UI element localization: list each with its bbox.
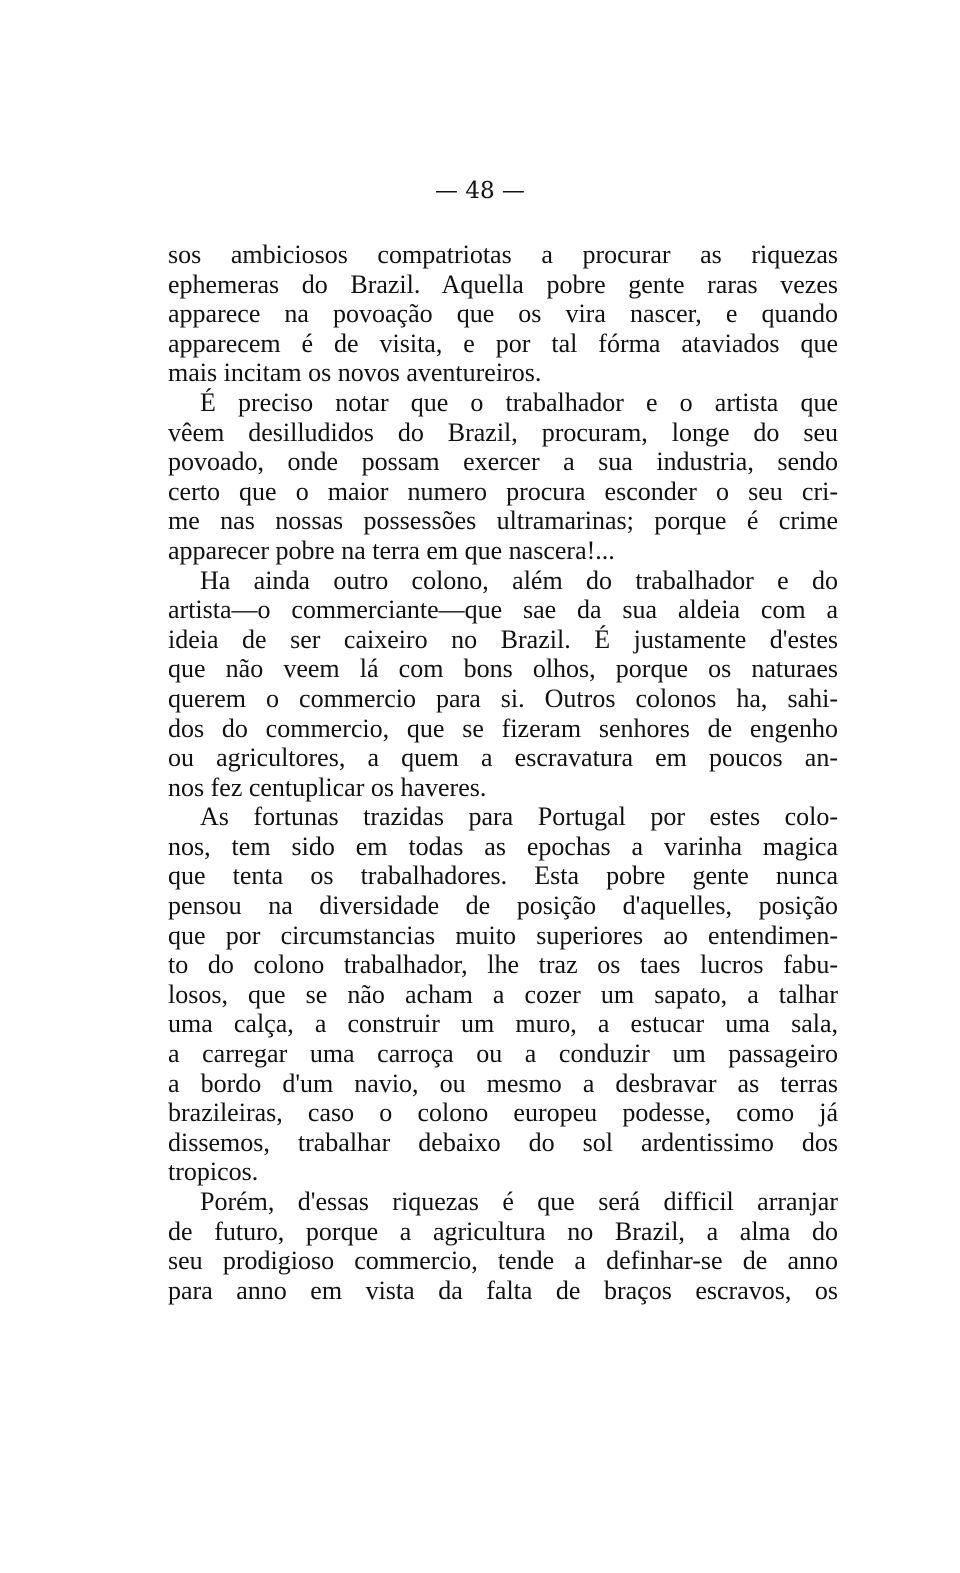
- text-line: que por circumstancias muito superiores ao entendimen-: [168, 920, 838, 950]
- text-line: que tenta os trabalhadores. Esta pobre gente nunca: [168, 861, 838, 891]
- text-line: Ha ainda outro colono, além do trabalhador e do: [200, 565, 838, 595]
- text-line: Porém, d'essas riquezas é que será difficil arranjar: [200, 1187, 838, 1216]
- text-line: mais incitam os novos aventureiros.: [168, 358, 542, 388]
- text-line: para anno em vista da falta de braços escravos, os: [168, 1275, 838, 1305]
- text-line: querem o commercio para si. Outros colonos ha, sahi-: [168, 683, 838, 713]
- text-line: dos do commercio, que se fizeram senhores de engenho: [168, 713, 838, 743]
- paragraph: [168, 1187, 838, 1305]
- text-line: que não veem lá com bons olhos, porque os naturaes: [168, 654, 838, 684]
- text-line: ideia de ser caixeiro no Brazil. É justamente d'estes: [168, 624, 838, 654]
- paragraph: [168, 802, 838, 1187]
- text-line: vêem desilludidos do Brazil, procuram, longe do seu: [168, 417, 838, 447]
- text-line: tropicos.: [168, 1157, 259, 1187]
- text-line: brazileiras, caso o colono europeu podesse, como já: [168, 1098, 838, 1128]
- text-line: nos fez centuplicar os haveres.: [168, 772, 487, 802]
- text-line: losos, que se não acham a cozer um sapato, a talhar: [168, 979, 838, 1009]
- paragraph: [168, 388, 838, 566]
- paragraph: [168, 240, 838, 388]
- text-line: nos, tem sido em todas as epochas a varinha magica: [168, 831, 838, 861]
- text-line: sos ambiciosos compatriotas a procurar as riquezas: [168, 240, 838, 269]
- text-line: As fortunas trazidas para Portugal por estes colo-: [200, 802, 838, 832]
- text-line: de futuro, porque a agricultura no Brazil, a alma do: [168, 1216, 838, 1246]
- paragraph: [168, 566, 838, 803]
- text-line: pensou na diversidade de posição d'aquelles, posição: [168, 891, 838, 921]
- text-line: ou agricultores, a quem a escravatura em poucos an-: [168, 743, 838, 773]
- text-line: dissemos, trabalhar debaixo do sol ardentissimo dos: [168, 1127, 838, 1157]
- text-line: apparece na povoação que os vira nascer, e quando: [168, 299, 838, 329]
- text-line: certo que o maior numero procura esconder o seu cri-: [168, 476, 838, 506]
- text-line: artista—o commerciante—que sae da sua aldeia com a: [168, 595, 838, 625]
- text-line: uma calça, a construir um muro, a estucar uma sala,: [168, 1009, 838, 1039]
- text-line: É preciso notar que o trabalhador e o artista que: [200, 387, 838, 417]
- text-line: ephemeras do Brazil. Aquella pobre gente raras vezes: [168, 269, 838, 299]
- text-line: to do colono trabalhador, lhe traz os taes lucros fabu-: [168, 950, 838, 980]
- body-text: [168, 240, 838, 1305]
- text-line: me nas nossas possessões ultramarinas; porque é crime: [168, 506, 838, 536]
- text-line: seu prodigioso commercio, tende a definhar-se de anno: [168, 1246, 838, 1276]
- text-line: povoado, onde possam exercer a sua industria, sendo: [168, 447, 838, 477]
- text-line: a carregar uma carroça ou a conduzir um passageiro: [168, 1039, 838, 1069]
- text-line: apparecem é de visita, e por tal fórma ataviados que: [168, 328, 838, 358]
- text-line: apparecer pobre na terra em que nascera!...: [168, 535, 615, 565]
- text-line: a bordo d'um navio, ou mesmo a desbravar as terras: [168, 1068, 838, 1098]
- page-number: — 48 —: [435, 178, 525, 204]
